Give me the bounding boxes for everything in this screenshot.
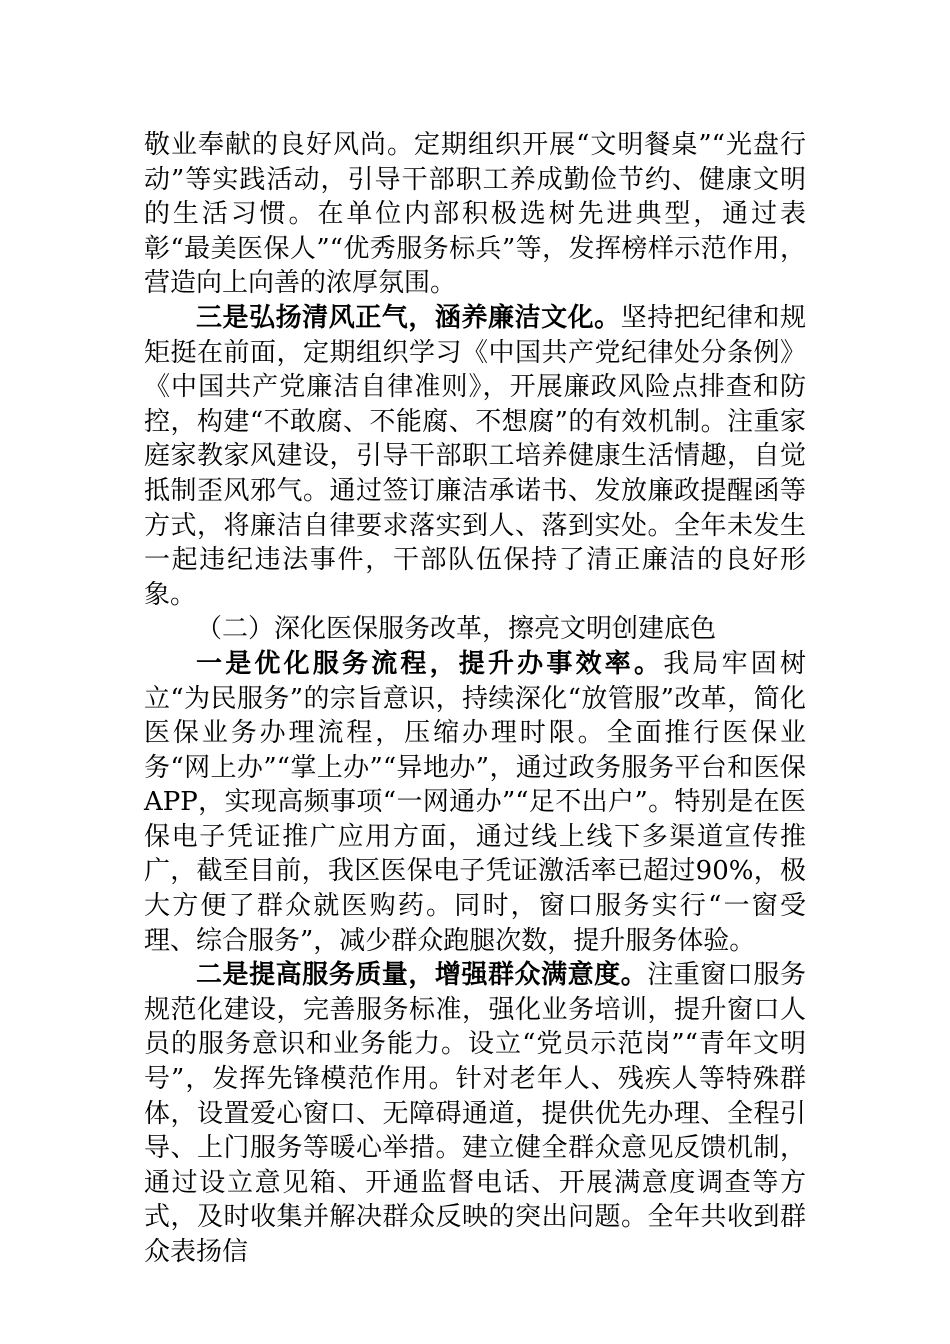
section-heading-text: （二）深化医保服务改革，擦亮文明创建底色 (196, 614, 717, 645)
paragraph-text: 我局牢固树立“为民服务”的宗旨意识，持续深化“放管服”改革，简化医保业务办理流程，压缩办理时限。全面推行医保业务“网上办”“掌上办”“异地办”，通过政务服务平台和医保APP，实现高频事项“一网通办”“足不出户”。特别是在医保电子凭证推广应用方面，通过线上线下多渠道宣传推广，截至目前，我区医保电子凭证激活率已超过90%，极大方便了群众就医购药。同时，窗口服务实行“一窗受理、综合服务”，减少群众跑腿次数，提升服务体验。 (144, 648, 806, 956)
paragraph-lead: 二是提高服务质量，增强群众满意度。 (196, 960, 648, 991)
paragraph-service-quality (144, 958, 806, 1269)
paragraph-continuation (144, 128, 806, 301)
paragraph-integrity-culture (144, 301, 806, 612)
paragraph-text: 敬业奉献的良好风尚。定期组织开展“文明餐桌”“光盘行动”等实践活动，引导干部职工养成勤俭节约、健康文明的生活习惯。在单位内部积极选树先进典型，通过表彰“最美医保人”“优秀服务标兵”等，发挥榜样示范作用，营造向上向善的浓厚氛围。 (144, 130, 806, 299)
paragraph-lead: 一是优化服务流程，提升办事效率。 (196, 648, 664, 679)
paragraph-optimize-process (144, 647, 806, 958)
paragraph-text: 注重窗口服务规范化建设，完善服务标准，强化业务培训，提升窗口人员的服务意识和业务能力。设立“党员示范岗”“青年文明号”，发挥先锋模范作用。针对老年人、残疾人等特殊群体，设置爱心窗口、无障碍通道，提供优先办理、全程引导、上门服务等暖心举措。建立健全群众意见反馈机制，通过设立意见箱、开通监督电话、开展满意度调查等方式，及时收集并解决群众反映的突出问题。全年共收到群众表扬信 (144, 960, 806, 1267)
section-heading (144, 612, 806, 647)
paragraph-text: 坚持把纪律和规矩挺在前面，定期组织学习《中国共产党纪律处分条例》《中国共产党廉洁自律准则》，开展廉政风险点排查和防控，构建“不敢腐、不能腐、不想腐”的有效机制。注重家庭家教家风建设，引导干部职工培养健康生活情趣，自觉抵制歪风邪气。通过签订廉洁承诺书、发放廉政提醒函等方式，将廉洁自律要求落实到人、落到实处。全年未发生一起违纪违法事件，干部队伍保持了清正廉洁的良好形象。 (144, 302, 806, 610)
paragraph-lead: 三是弘扬清风正气，涵养廉洁文化。 (196, 302, 621, 333)
document-page (144, 128, 806, 1270)
